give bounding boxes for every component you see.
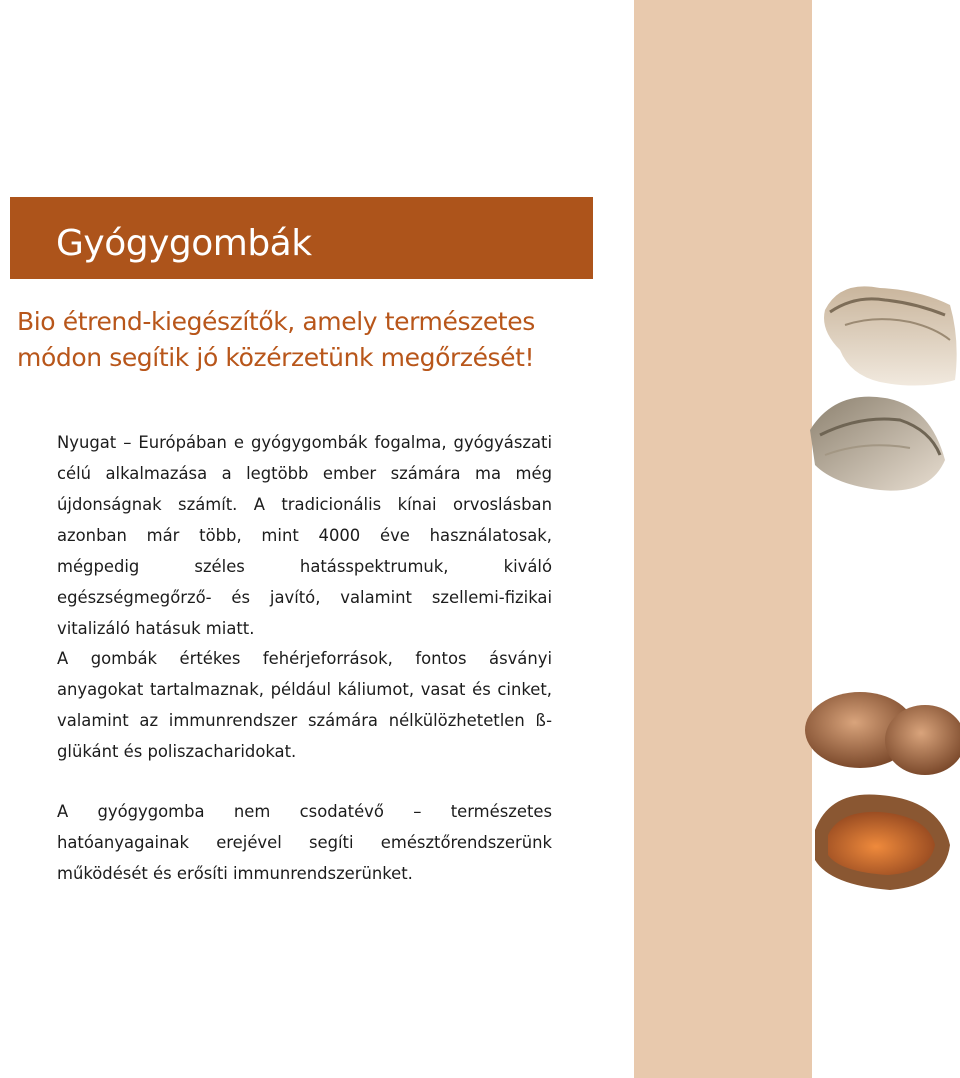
dried-mushroom-image — [815, 794, 950, 890]
page-title: Gyógygombák — [56, 223, 312, 264]
decorative-stripe — [634, 0, 812, 1078]
dried-mushroom-image — [810, 397, 945, 491]
mushroom-photo-group — [800, 270, 960, 920]
body-paragraph: A gyógygomba nem csodatévő – természetes hatóanyagainak erejével segíti emésztőrendszerünk működését és erősíti immunrendszerünket. — [57, 802, 552, 883]
subtitle-line: módon segítik jó közérzetünk megőrzését! — [17, 343, 535, 372]
subtitle — [17, 304, 617, 376]
dried-mushroom-image — [824, 286, 957, 385]
dried-mushroom-image — [805, 692, 960, 775]
subtitle-line: Bio étrend-kiegészítők, amely természetes — [17, 307, 535, 336]
title-banner — [10, 197, 593, 279]
body-paragraph: Nyugat – Európában e gyógygombák fogalma, gyógyászati célú alkalmazása a legtöbb ember számára ma még újdonságnak számít. A tradicionális kínai orvoslásban azonban már több, mint 4000 éve használatosak, mégpedig széles hatásspektrumuk, kiváló egészségmegőrző- és javító, valamint szellemi-fizikai vitalizáló hatásuk miatt. — [57, 433, 552, 638]
body-paragraph: A gombák értékes fehérjeforrások, fontos ásványi anyagokat tartalmaznak, például káliumot, vasat és cinket, valamint az immunrendszer számára nélkülözhetetlen ß- glükánt és poliszacharidokat. — [57, 649, 552, 761]
